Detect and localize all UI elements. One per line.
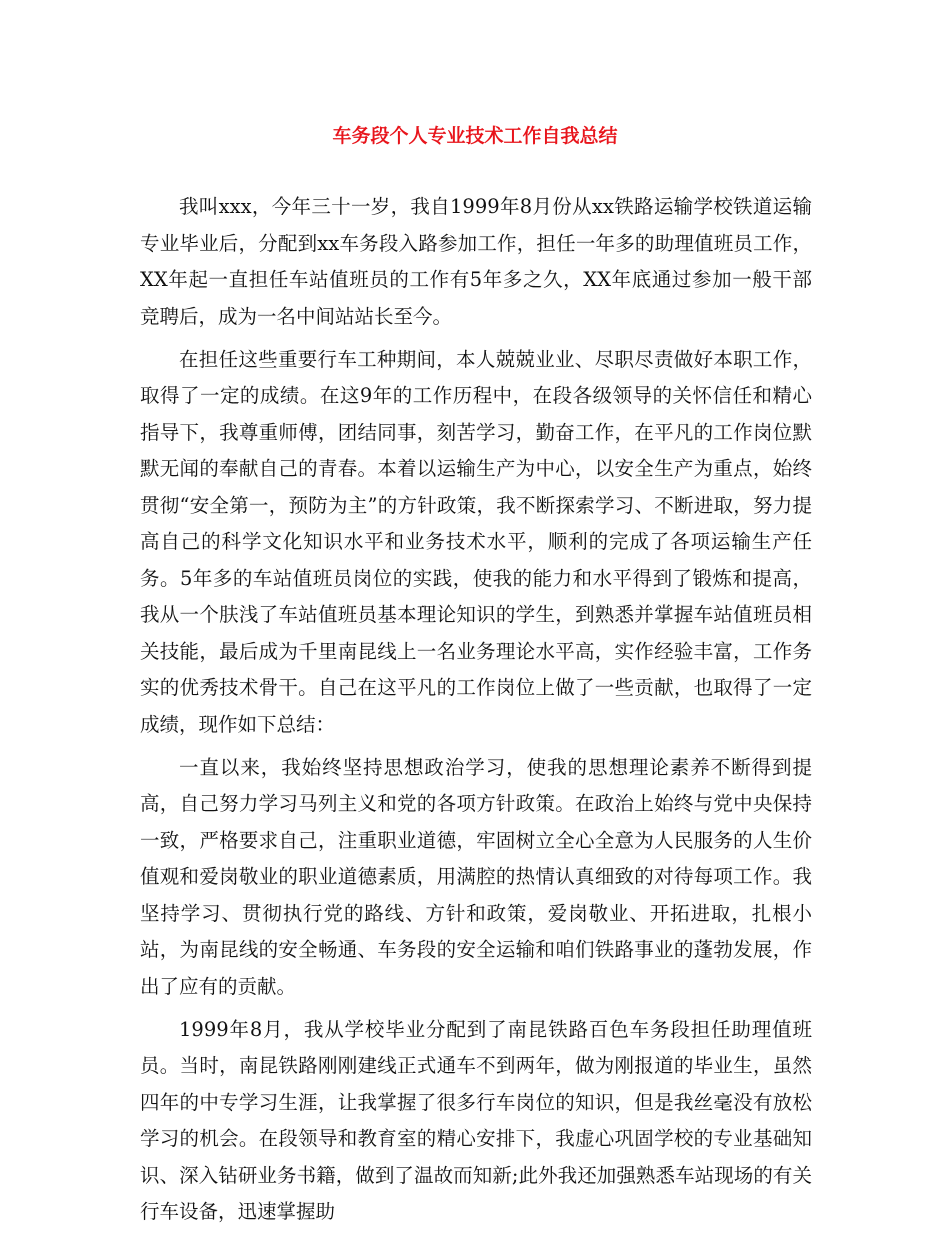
paragraph-political-study: 一直以来，我始终坚持思想政治学习，使我的思想理论素养不断得到提高，自己努力学习马列主义和党的各项方针政策。在政治上始终与党中央保持一致，严格要求自己，注重职业道德，牢固树立全心全意为人民服务的人生价值观和爱岗敬业的职业道德素质，用满腔的热情认真细致的对待每项工作。我坚持学习、贯彻执行党的路线、方针和政策，爱岗敬业、开拓进取，扎根小站，为南昆线的安全畅通、车务段的安全运输和咱们铁路事业的蓬勃发展，作出了应有的贡献。	[140, 755, 812, 998]
document-body	[140, 189, 812, 1237]
paragraph-achievements: 在担任这些重要行车工种期间，本人兢兢业业、尽职尽责做好本职工作，取得了一定的成绩。在这9年的工作历程中，在段各级领导的关怀信任和精心指导下，我尊重师傅，团结同事，刻苦学习，勤奋工作，在平凡的工作岗位默默无闻的奉献自己的青春。本着以运输生产为中心，以安全生产为重点，始终贯彻“安全第一，预防为主”的方针政策，我不断探索学习、不断进取，努力提高自己的科学文化知识水平和业务技术水平，顺利的完成了各项运输生产任务。5年多的车站值班员岗位的实践，使我的能力和水平得到了锻炼和提高，我从一个肤浅了车站值班员基本理论知识的学生，到熟悉并掌握车站值班员相关技能，最后成为千里南昆线上一名业务理论水平高，实作经验丰富，工作务实的优秀技术骨干。自己在这平凡的工作岗位上做了一些贡献，也取得了一定成绩，现作如下总结：	[140, 347, 812, 736]
document-title: 车务段个人专业技术工作自我总结	[332, 125, 618, 147]
paragraph-early-career: 1999年8月，我从学校毕业分配到了南昆铁路百色车务段担任助理值班员。当时，南昆铁路刚刚建线正式通车不到两年，做为刚报道的毕业生，虽然四年的中专学习生涯，让我掌握了很多行车岗位的知识，但是我丝毫没有放松学习的机会。在段领导和教育室的精心安排下，我虚心巩固学校的专业基础知识、深入钻研业务书籍，做到了温故而知新;此外我还加强熟悉车站现场的有关行车设备，迅速掌握助	[140, 1017, 812, 1223]
paragraph-intro: 我叫xxx，今年三十一岁，我自1999年8月份从xx铁路运输学校铁道运输专业毕业后，分配到xx车务段入路参加工作，担任一年多的助理值班员工作，XX年起一直担任车站值班员的工作有5年多之久，XX年底通过参加一般干部竞聘后，成为一名中间站站长至今。	[140, 195, 812, 328]
